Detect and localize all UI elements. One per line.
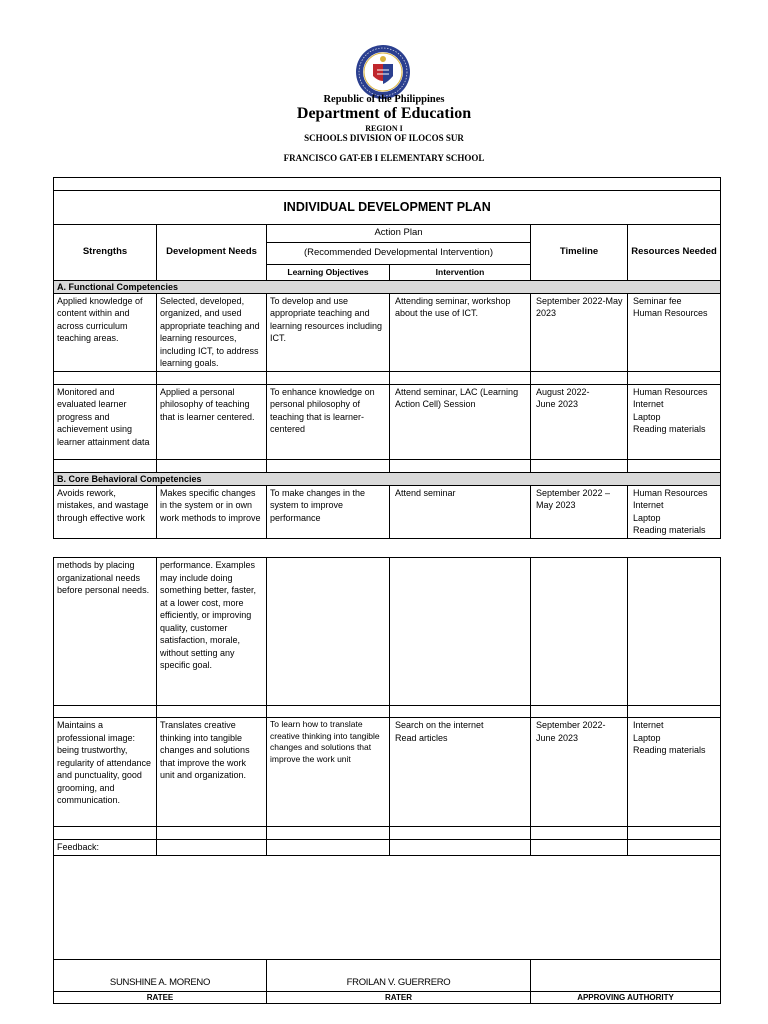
cell-strengths: Avoids rework, mistakes, and wastage through effective work — [54, 485, 157, 538]
header-action-plan: Action Plan — [267, 225, 531, 243]
header-intervention: Intervention — [390, 265, 531, 281]
ratee-label: RATEE — [54, 991, 267, 1003]
cell-strengths: Applied knowledge of content within and across curriculum teaching areas. — [54, 293, 157, 371]
document-header — [0, 0, 768, 170]
cell-objectives: To make changes in the system to improve performance — [267, 485, 390, 538]
cell-needs: Applied a personal philosophy of teaching that is learner centered. — [157, 384, 267, 459]
cell-timeline: September 2022-May 2023 — [531, 293, 628, 371]
cell-strengths: Monitored and evaluated learner progress and achievement using learner attainment data — [54, 384, 157, 459]
cell-intervention — [390, 558, 531, 706]
table-row — [54, 485, 721, 538]
table-row — [54, 558, 721, 706]
table-row — [54, 293, 721, 371]
section-b-heading: B. Core Behavioral Competencies — [54, 472, 721, 485]
cell-objectives: To develop and use appropriate teaching and learning resources including ICT. — [267, 293, 390, 371]
cell-resources: Human Resources Internet Laptop Reading materials — [628, 384, 721, 459]
idp-table-page-2 — [53, 557, 721, 1004]
cell-timeline: August 2022- June 2023 — [531, 384, 628, 459]
cell-objectives: To learn how to translate creative thinking into tangible changes and solutions that improve the work unit — [267, 718, 390, 827]
cell-needs: Makes specific changes in the system or in own work methods to improve — [157, 485, 267, 538]
cell-needs: Selected, developed, organized, and used appropriate teaching and learning resources, including ICT, to address learning goals. — [157, 293, 267, 371]
cell-objectives — [267, 558, 390, 706]
blank-row — [54, 178, 721, 191]
republic-line: Republic of the Philippines — [323, 94, 445, 105]
cell-resources: Internet Laptop Reading materials — [628, 718, 721, 827]
cell-intervention: Attend seminar, LAC (Learning Action Cell) Session — [390, 384, 531, 459]
feedback-label: Feedback: — [54, 840, 157, 856]
header-development-needs: Development Needs — [157, 225, 267, 281]
school-name: FRANCISCO GAT-EB I ELEMENTARY SCHOOL — [283, 153, 485, 163]
cell-needs: Translates creative thinking into tangible changes and solutions that improve the work unit and organization. — [157, 718, 267, 827]
cell-objectives: To enhance knowledge on personal philosophy of teaching that is learner-centered — [267, 384, 390, 459]
cell-resources: Seminar fee Human Resources — [628, 293, 721, 371]
department-title: Department of Education — [296, 105, 472, 122]
table-row — [54, 384, 721, 459]
header-timeline: Timeline — [531, 225, 628, 281]
approving-authority-label: APPROVING AUTHORITY — [531, 991, 721, 1003]
header-recommended: (Recommended Developmental Intervention) — [267, 243, 531, 265]
cell-intervention: Attend seminar — [390, 485, 531, 538]
table-row — [54, 718, 721, 827]
deped-seal-icon — [355, 44, 411, 100]
header-learning-objectives: Learning Objectives — [267, 265, 390, 281]
header-strengths: Strengths — [54, 225, 157, 281]
cell-intervention: Search on the internet Read articles — [390, 718, 531, 827]
cell-intervention: Attending seminar, workshop about the use of ICT. — [390, 293, 531, 371]
region-line: REGION I — [365, 124, 403, 133]
ratee-name: SUNSHINE A. MORENO — [54, 959, 267, 991]
cell-timeline: September 2022 – May 2023 — [531, 485, 628, 538]
cell-resources: Human Resources Internet Laptop Reading materials — [628, 485, 721, 538]
rater-name: FROILAN V. GUERRERO — [267, 959, 531, 991]
idp-table-page-1 — [53, 177, 721, 539]
cell-timeline — [531, 558, 628, 706]
cell-strengths: Maintains a professional image: being trustworthy, regularity of attendance and punctuality, good grooming, and communication. — [54, 718, 157, 827]
plan-title: INDIVIDUAL DEVELOPMENT PLAN — [54, 191, 721, 225]
cell-timeline: September 2022- June 2023 — [531, 718, 628, 827]
approving-authority-name — [531, 959, 721, 991]
cell-strengths: methods by placing organizational needs before personal needs. — [54, 558, 157, 706]
feedback-area — [54, 855, 721, 959]
header-resources: Resources Needed — [628, 225, 721, 281]
rater-label: RATER — [267, 991, 531, 1003]
cell-resources — [628, 558, 721, 706]
division-line: SCHOOLS DIVISION OF ILOCOS SUR — [304, 133, 464, 143]
section-a-heading: A. Functional Competencies — [54, 280, 721, 293]
cell-needs: performance. Examples may include doing something better, faster, at a lower cost, more efficiently, or improving quality, customer satisfaction, morale, without setting any specific goal. — [157, 558, 267, 706]
